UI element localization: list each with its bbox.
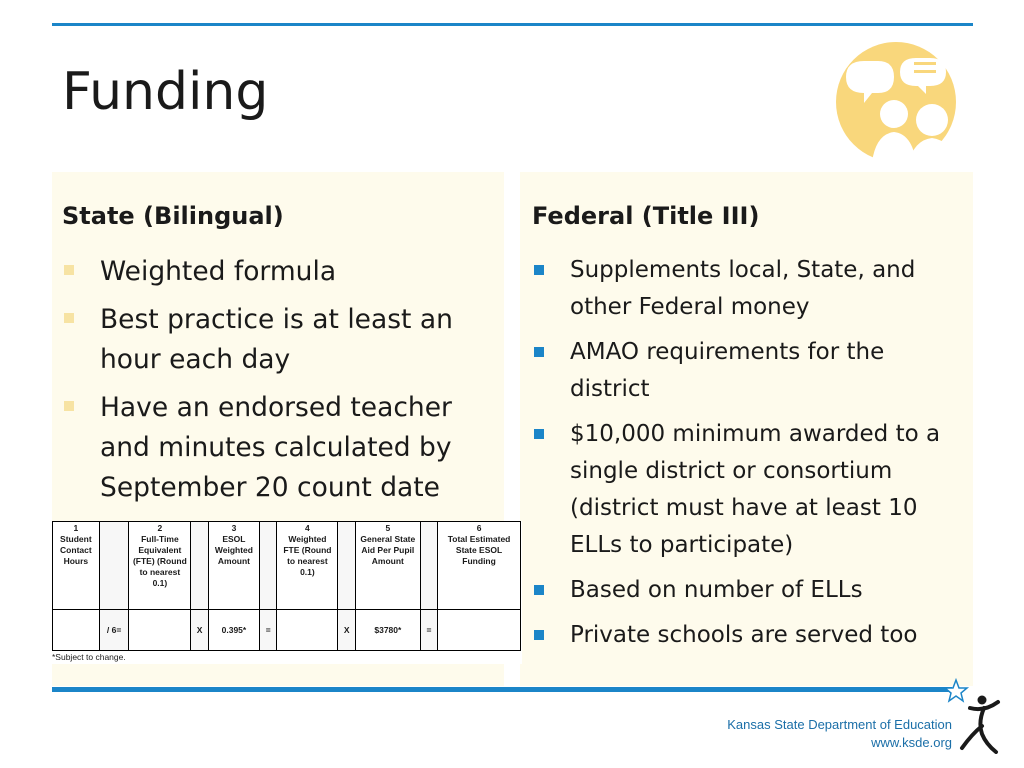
list-item: AMAO requirements for the district bbox=[532, 334, 962, 408]
footer-text bbox=[727, 716, 952, 752]
list-item: $10,000 minimum awarded to a single district or consortium (district must have at least 10 ELLs to participate) bbox=[532, 416, 962, 564]
footer-url[interactable]: www.ksde.org bbox=[871, 735, 952, 750]
list-item: Supplements local, State, and other Federal money bbox=[532, 252, 962, 326]
table-header-cell: 1 Student Contact Hours bbox=[53, 522, 100, 610]
table-cell: $3780* bbox=[355, 610, 420, 651]
square-bullet-icon bbox=[534, 265, 544, 275]
state-heading: State (Bilingual) bbox=[62, 202, 284, 230]
list-item: Weighted formula bbox=[62, 252, 492, 292]
esol-funding-table bbox=[52, 521, 521, 651]
state-bullet-list bbox=[62, 252, 492, 516]
square-bullet-icon bbox=[64, 265, 74, 275]
table-cell: = bbox=[420, 610, 437, 651]
table-row bbox=[53, 610, 521, 651]
footer-org: Kansas State Department of Education bbox=[727, 717, 952, 732]
bottom-rule bbox=[52, 687, 952, 692]
table-header-row bbox=[53, 522, 521, 610]
ksde-star-figure-logo-icon bbox=[942, 678, 1004, 754]
speech-bubbles-logo-icon bbox=[828, 42, 968, 164]
federal-heading: Federal (Title III) bbox=[532, 202, 760, 230]
table-header-cell: 3 ESOL Weighted Amount bbox=[208, 522, 259, 610]
table-cell: 0.395* bbox=[208, 610, 259, 651]
slide-title: Funding bbox=[62, 62, 269, 122]
square-bullet-icon bbox=[64, 401, 74, 411]
square-bullet-icon bbox=[534, 347, 544, 357]
table-cell: X bbox=[338, 610, 355, 651]
square-bullet-icon bbox=[534, 585, 544, 595]
federal-panel bbox=[520, 172, 973, 686]
list-item: Private schools are served too bbox=[532, 617, 962, 654]
esol-funding-table-image bbox=[52, 521, 522, 664]
top-rule bbox=[52, 23, 973, 26]
square-bullet-icon bbox=[64, 313, 74, 323]
list-item: Best practice is at least an hour each day bbox=[62, 300, 492, 380]
table-header-cell: 5 General State Aid Per Pupil Amount bbox=[355, 522, 420, 610]
table-cell: X bbox=[191, 610, 208, 651]
table-header-cell: 6 Total Estimated State ESOL Funding bbox=[438, 522, 521, 610]
table-cell: / 6= bbox=[99, 610, 129, 651]
list-item: Have an endorsed teacher and minutes calculated by September 20 count date bbox=[62, 388, 492, 508]
square-bullet-icon bbox=[534, 630, 544, 640]
table-cell: = bbox=[260, 610, 277, 651]
square-bullet-icon bbox=[534, 429, 544, 439]
table-header-cell: 4 Weighted FTE (Round to nearest 0.1) bbox=[277, 522, 338, 610]
table-header-cell: 2 Full-Time Equivalent (FTE) (Round to nearest 0.1) bbox=[129, 522, 191, 610]
federal-bullet-list bbox=[532, 252, 962, 662]
table-footnote: *Subject to change. bbox=[52, 652, 126, 662]
list-item: Based on number of ELLs bbox=[532, 572, 962, 609]
